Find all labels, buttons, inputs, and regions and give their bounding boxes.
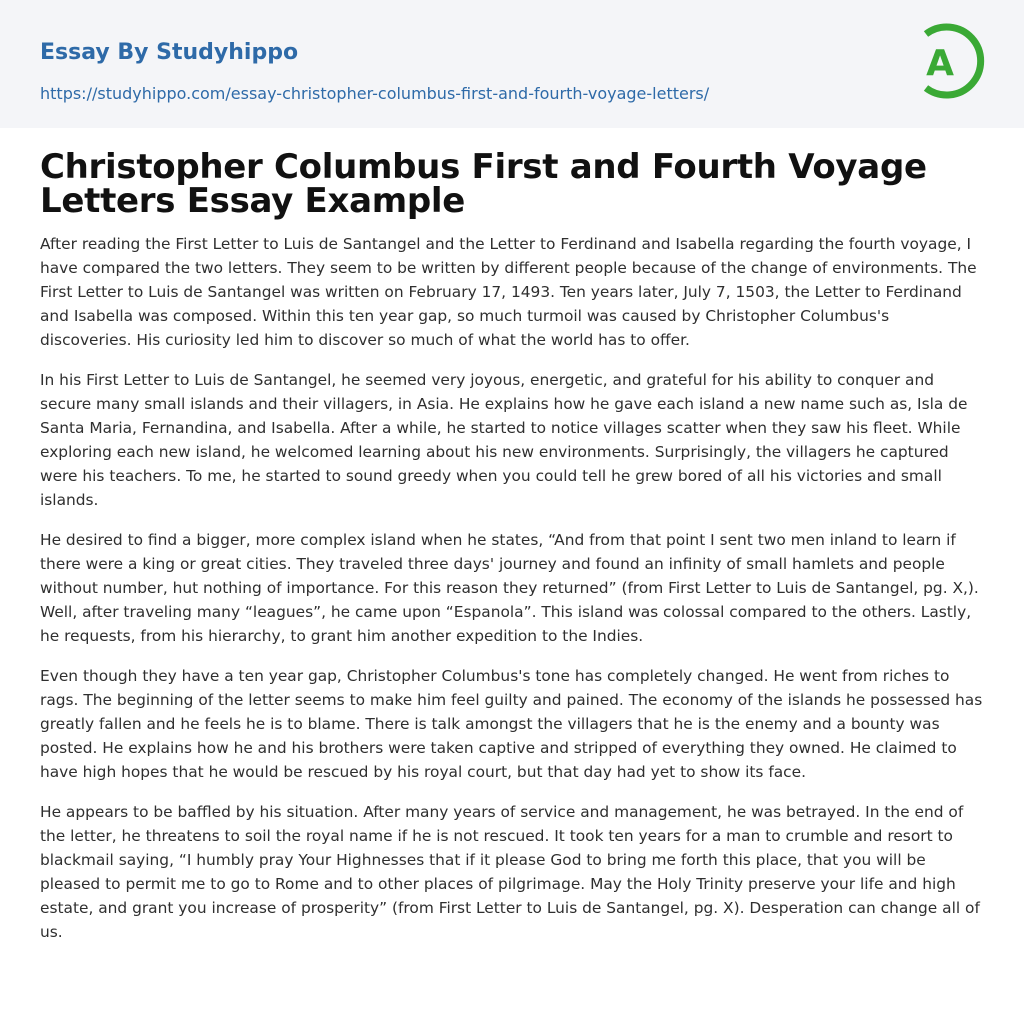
site-header (0, 0, 1024, 128)
article-title: Christopher Columbus First and Fourth Voyage Letters Essay Example (40, 147, 927, 221)
logo-letter: A (926, 43, 954, 84)
source-url-link[interactable]: https://studyhippo.com/essay-christopher-columbus-first-and-fourth-voyage-letters/ (40, 84, 710, 103)
article-body (40, 218, 984, 944)
paragraph-4: Even though they have a ten year gap, Christopher Columbus's tone has completely changed. He went from riches to rags. The beginning of the letter seems to make him feel guilty and pained. The economy of the islands he possessed has greatly fallen and he feels he is to blame. There is talk amongst the villagers that he is the enemy and a bounty was posted. He explains how he and his brothers were taken captive and stripped of everything they owned. He claimed to have high hopes that he would be rescued by his royal court, but that day had yet to show its face. (40, 667, 983, 781)
site-name[interactable]: Essay By Studyhippo (40, 40, 299, 65)
paragraph-3: He desired to find a bigger, more complex island when he states, “And from that point I sent two men inland to learn if there were a king or great cities. They traveled three days' journey and found an infinity of small hamlets and people without number, hut nothing of importance. For this reason they returned” (from First Letter to Luis de Santangel, pg. X,). Well, after traveling many “leagues”, he came upon “Espanola”. This island was colossal compared to the others. Lastly, he requests, from his hierarchy, to grant him another expedition to the Indies. (40, 531, 979, 645)
paragraph-5: He appears to be baffled by his situation. After many years of service and management, he was betrayed. In the end of the letter, he threatens to soil the royal name if he is not rescued. It took ten years for a man to crumble and resort to blackmail saying, “I humbly pray Your Highnesses that if it please God to bring me forth this place, that you will be pleased to permit me to go to Rome and to other places of pilgrimage. May the Holy Trinity preserve your life and high estate, and grant you increase of prosperity” (from First Letter to Luis de Santangel, pg. X). Desperation can change all of us. (40, 803, 980, 941)
studyhippo-logo-icon[interactable] (912, 18, 988, 106)
paragraph-1: After reading the First Letter to Luis de Santangel and the Letter to Ferdinand and Isabella regarding the fourth voyage, I have compared the two letters. They seem to be written by different people because of the change of environments. The First Letter to Luis de Santangel was written on February 17, 1493. Ten years later, July 7, 1503, the Letter to Ferdinand and Isabella was composed. Within this ten year gap, so much turmoil was caused by Christopher Columbus's discoveries. His curiosity led him to discover so much of what the world has to offer. (40, 235, 977, 349)
paragraph-2: In his First Letter to Luis de Santangel, he seemed very joyous, energetic, and grateful for his ability to conquer and secure many small islands and their villagers, in Asia. He explains how he gave each island a new name such as, Isla de Santa Maria, Fernandina, and Isabella. After a while, he started to notice villages scatter when they saw his fleet. While exploring each new island, he welcomed learning about his new environments. Surprisingly, the villagers he captured were his teachers. To me, he started to sound greedy when you could tell he grew bored of all his victories and small islands. (40, 371, 968, 509)
